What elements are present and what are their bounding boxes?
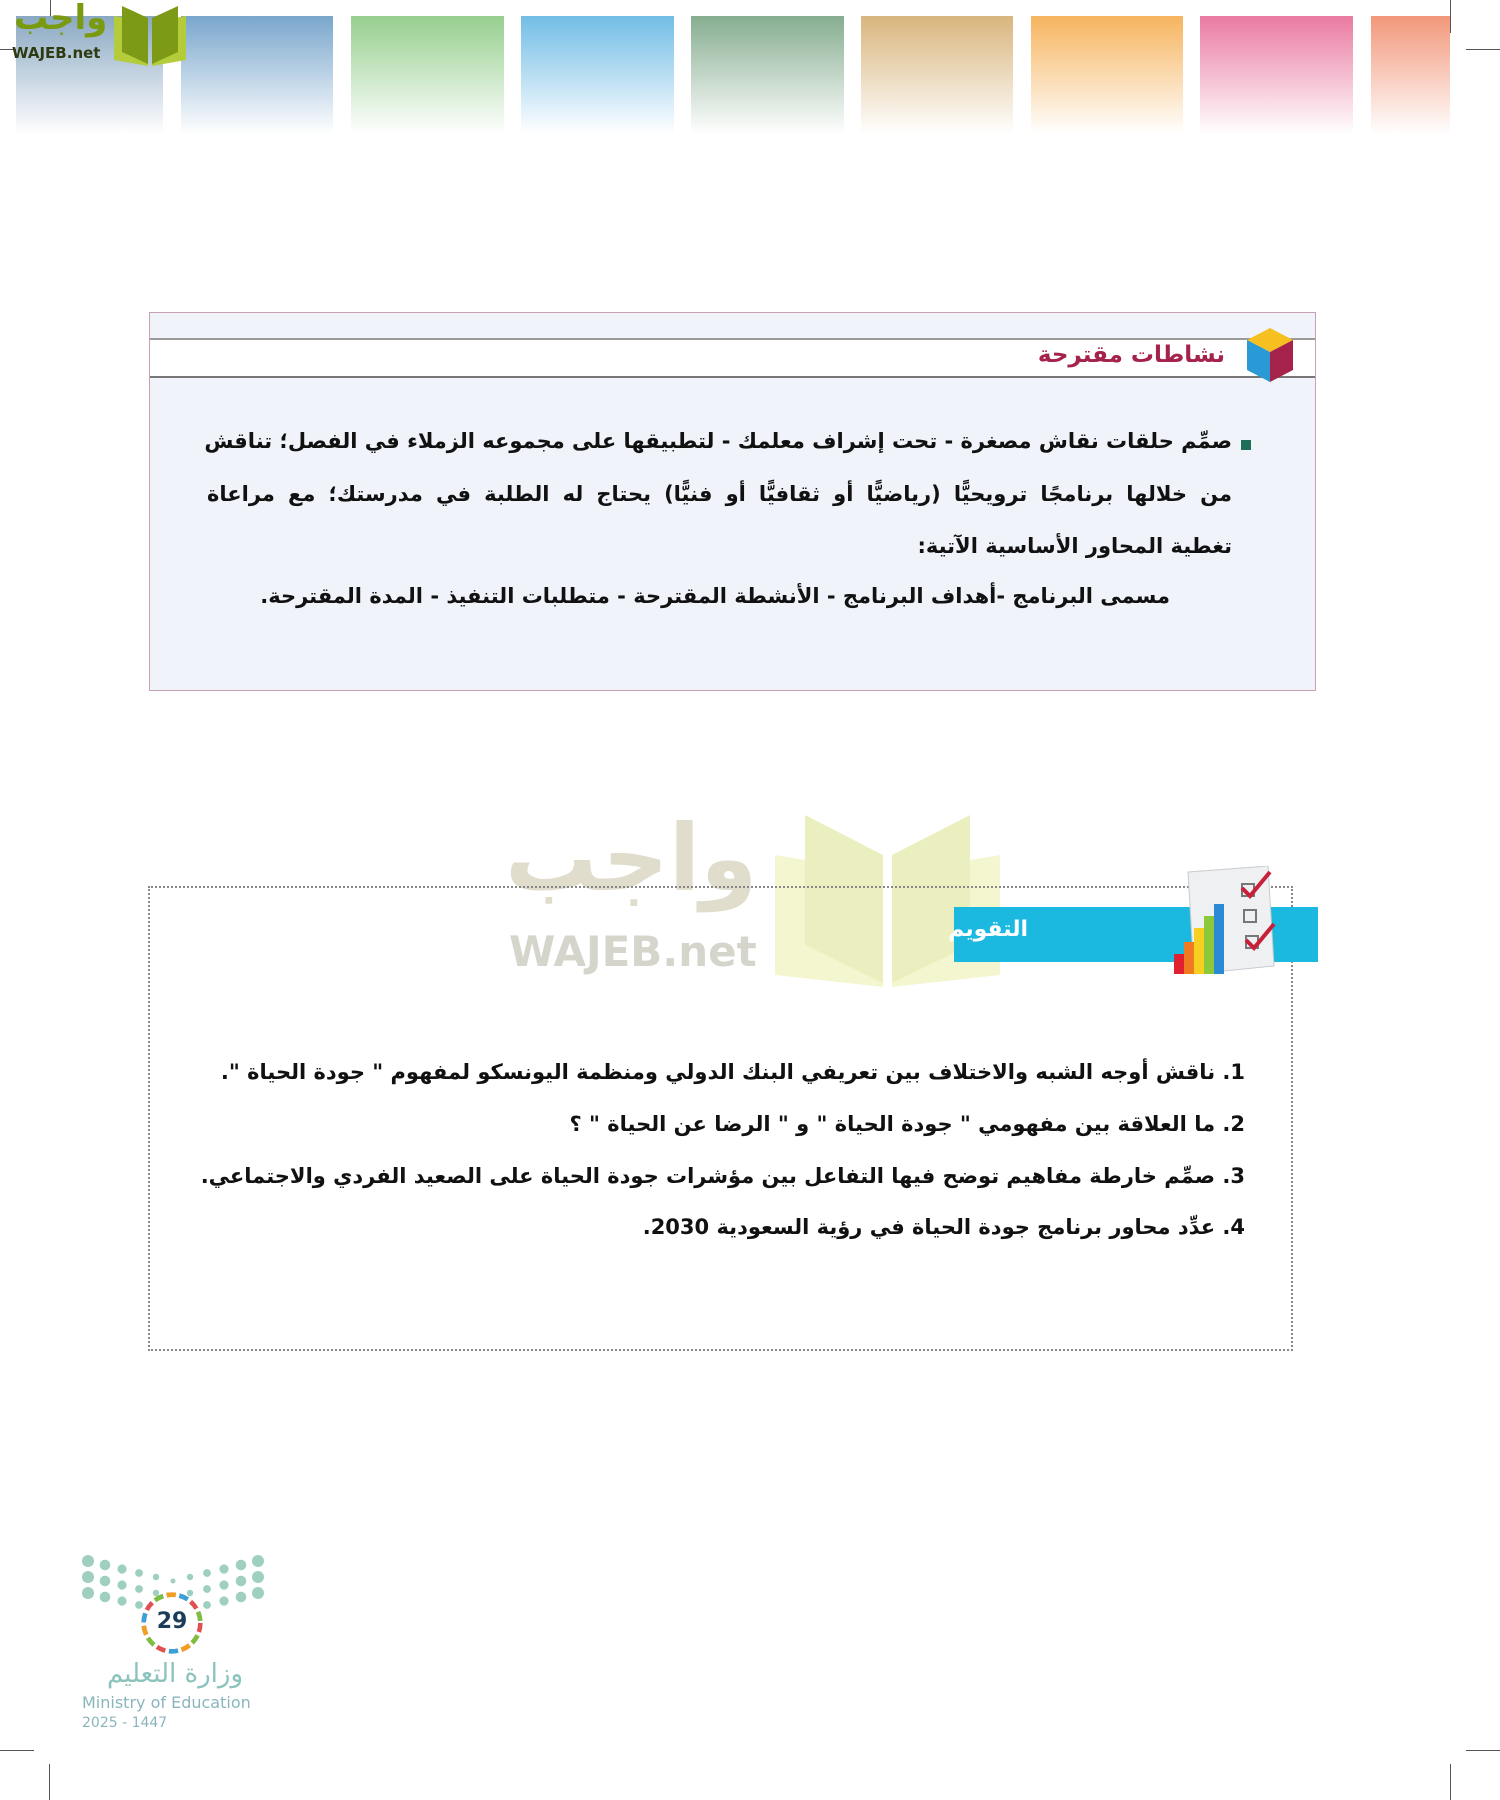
crop-mark xyxy=(1466,49,1500,50)
header-color-tab xyxy=(861,16,1013,134)
dot xyxy=(236,1576,247,1587)
activities-header xyxy=(150,338,1315,378)
academic-year: 2025 - 1447 xyxy=(82,1715,168,1731)
ministry-name-ar: وزارة التعليم xyxy=(106,1659,244,1689)
program-axes-line: مسمى البرنامج -أهداف البرنامج - الأنشطة المقترحة - متطلبات التنفيذ - المدة المقترحة. xyxy=(260,584,1170,608)
header-color-tab xyxy=(521,16,674,134)
dot xyxy=(117,1564,126,1573)
dot xyxy=(236,1560,247,1571)
dot xyxy=(100,1592,111,1603)
ministry-name-en: Ministry of Education xyxy=(82,1693,251,1712)
wajeb-logo xyxy=(10,0,190,66)
dot xyxy=(187,1574,193,1580)
evaluation-question: 1. ناقش أوجه الشبه والاختلاف بين تعريفي البنك الدولي ومنظمة اليونسكو لمفهوم " جودة الحياة ". xyxy=(220,1060,1245,1084)
logo-text-en: WAJEB.net xyxy=(12,44,101,62)
dot xyxy=(82,1587,94,1599)
header-color-tab xyxy=(351,16,504,134)
header-color-tab xyxy=(181,16,333,134)
dot xyxy=(236,1592,247,1603)
dot xyxy=(171,1579,176,1584)
dot xyxy=(203,1585,211,1593)
cube-icon xyxy=(1247,328,1293,382)
crop-mark xyxy=(1466,1750,1500,1751)
header-color-tab xyxy=(1031,16,1183,134)
dot xyxy=(117,1580,126,1589)
evaluation-question: 2. ما العلاقة بين مفهومي " جودة الحياة " و " الرضا عن الحياة " ؟ xyxy=(569,1112,1245,1136)
crop-mark xyxy=(1450,1764,1451,1800)
dot xyxy=(82,1571,94,1583)
activities-title: نشاطات مقترحة xyxy=(1037,342,1225,368)
dot xyxy=(203,1569,211,1577)
evaluation-question: 4. عدِّد محاور برنامج جودة الحياة في رؤية السعودية 2030. xyxy=(642,1215,1245,1239)
dot xyxy=(203,1601,211,1609)
activity-line: من خلالها برنامجًا ترويحيًّا (رياضيًّا أو ثقافيًّا أو فنيًّا) يحتاج له الطلبة في مدرستك؛ مع مراعاة xyxy=(207,482,1232,506)
dot xyxy=(117,1596,126,1605)
checklist-chart-icon xyxy=(1170,866,1276,978)
crop-mark xyxy=(49,1764,50,1800)
dot xyxy=(100,1576,111,1587)
dot xyxy=(135,1569,143,1577)
crop-mark xyxy=(0,1750,34,1751)
dot xyxy=(252,1571,264,1583)
dot xyxy=(252,1555,264,1567)
bullet-icon xyxy=(1241,440,1251,450)
watermark-text-ar: واجب xyxy=(505,805,758,912)
logo-text-ar: واجب xyxy=(14,0,108,38)
book-icon xyxy=(108,4,192,66)
dot xyxy=(219,1580,228,1589)
dot xyxy=(219,1564,228,1573)
dot xyxy=(219,1596,228,1605)
ministry-logo xyxy=(80,1551,270,1736)
dot xyxy=(82,1555,94,1567)
suggested-activities-box xyxy=(149,312,1316,691)
dot xyxy=(153,1574,159,1580)
activity-line: صمِّم حلقات نقاش مصغرة - تحت إشراف معلمك - لتطبيقها على مجموعه الزملاء في الفصل؛ تناقش xyxy=(204,429,1232,453)
header-color-tab xyxy=(1200,16,1353,134)
header-color-tab xyxy=(691,16,844,134)
page-number: 29 xyxy=(156,1609,188,1634)
evaluation-question: 3. صمِّم خارطة مفاهيم توضح فيها التفاعل بين مؤشرات جودة الحياة على الصعيد الفردي والاجتماعي. xyxy=(200,1164,1245,1188)
dot xyxy=(100,1560,111,1571)
header-color-tab xyxy=(1371,16,1450,134)
evaluation-title: التقويم xyxy=(948,917,1028,942)
crop-mark xyxy=(1450,0,1451,33)
activity-line: تغطية المحاور الأساسية الآتية: xyxy=(917,534,1232,558)
dot xyxy=(252,1587,264,1599)
watermark-text-en: WAJEB.net xyxy=(509,927,757,976)
